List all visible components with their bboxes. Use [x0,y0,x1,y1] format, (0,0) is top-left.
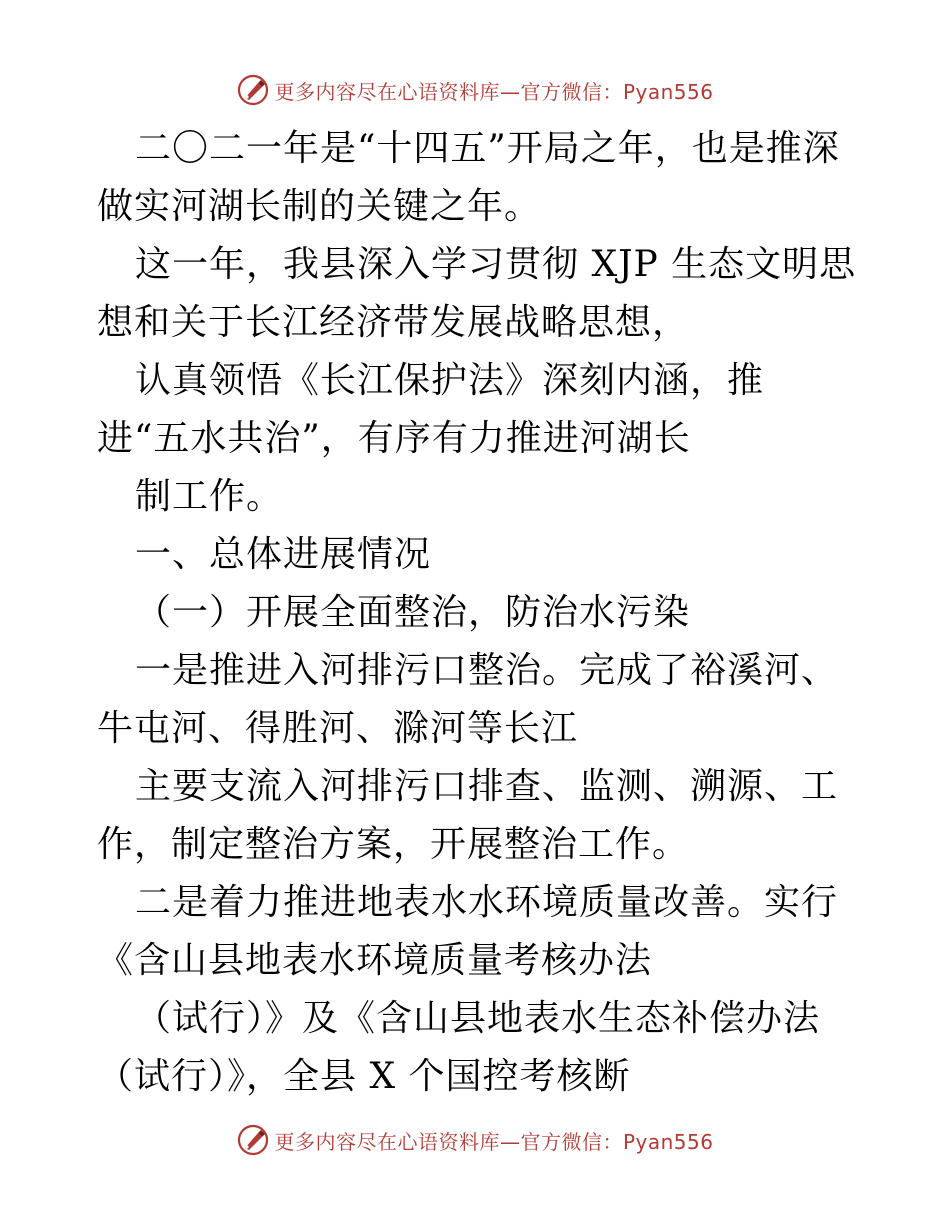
watermark-text: 更多内容尽在心语资料库—官方微信：Pyan556 [274,1129,714,1154]
paragraph: （试行）》及《含山县地表水生态补偿办法（试行）》，全县 X 个国控考核断 [97,998,821,1097]
paragraph: 二〇二一年是“十四五”开局之年，也是推深做实河湖长制的关键之年。 [97,128,840,227]
subsection-heading: （一）开展全面整治，防治水污染 [135,592,691,633]
paragraph: 制工作。 [135,476,284,517]
paragraph: 这一年，我县深入学习贯彻 XJP 生态文明思想和关于长江经济带发展战略思想， [97,244,857,343]
paragraph: 二是着力推进地表水水环境质量改善。实行《含山县地表水环境质量考核办法 [97,882,839,981]
paragraph: 主要支流入河排污口排查、监测、溯源、工作，制定整治方案，开展整治工作。 [97,766,839,865]
footer-watermark-banner [0,1120,950,1160]
pen-nib-seal-icon [236,73,270,107]
paragraph: 一是推进入河排污口整治。完成了裕溪河、牛屯河、得胜河、滁河等长江 [97,650,839,749]
header-watermark-banner [0,70,950,110]
paragraph: 认真领悟《长江保护法》深刻内涵，推进“五水共治”，有序有力推进河湖长 [97,360,765,459]
pen-nib-seal-icon [236,1123,270,1157]
document-body [97,120,857,1106]
section-heading: 一、总体进展情况 [135,534,432,575]
watermark-text: 更多内容尽在心语资料库—官方微信：Pyan556 [274,79,714,104]
